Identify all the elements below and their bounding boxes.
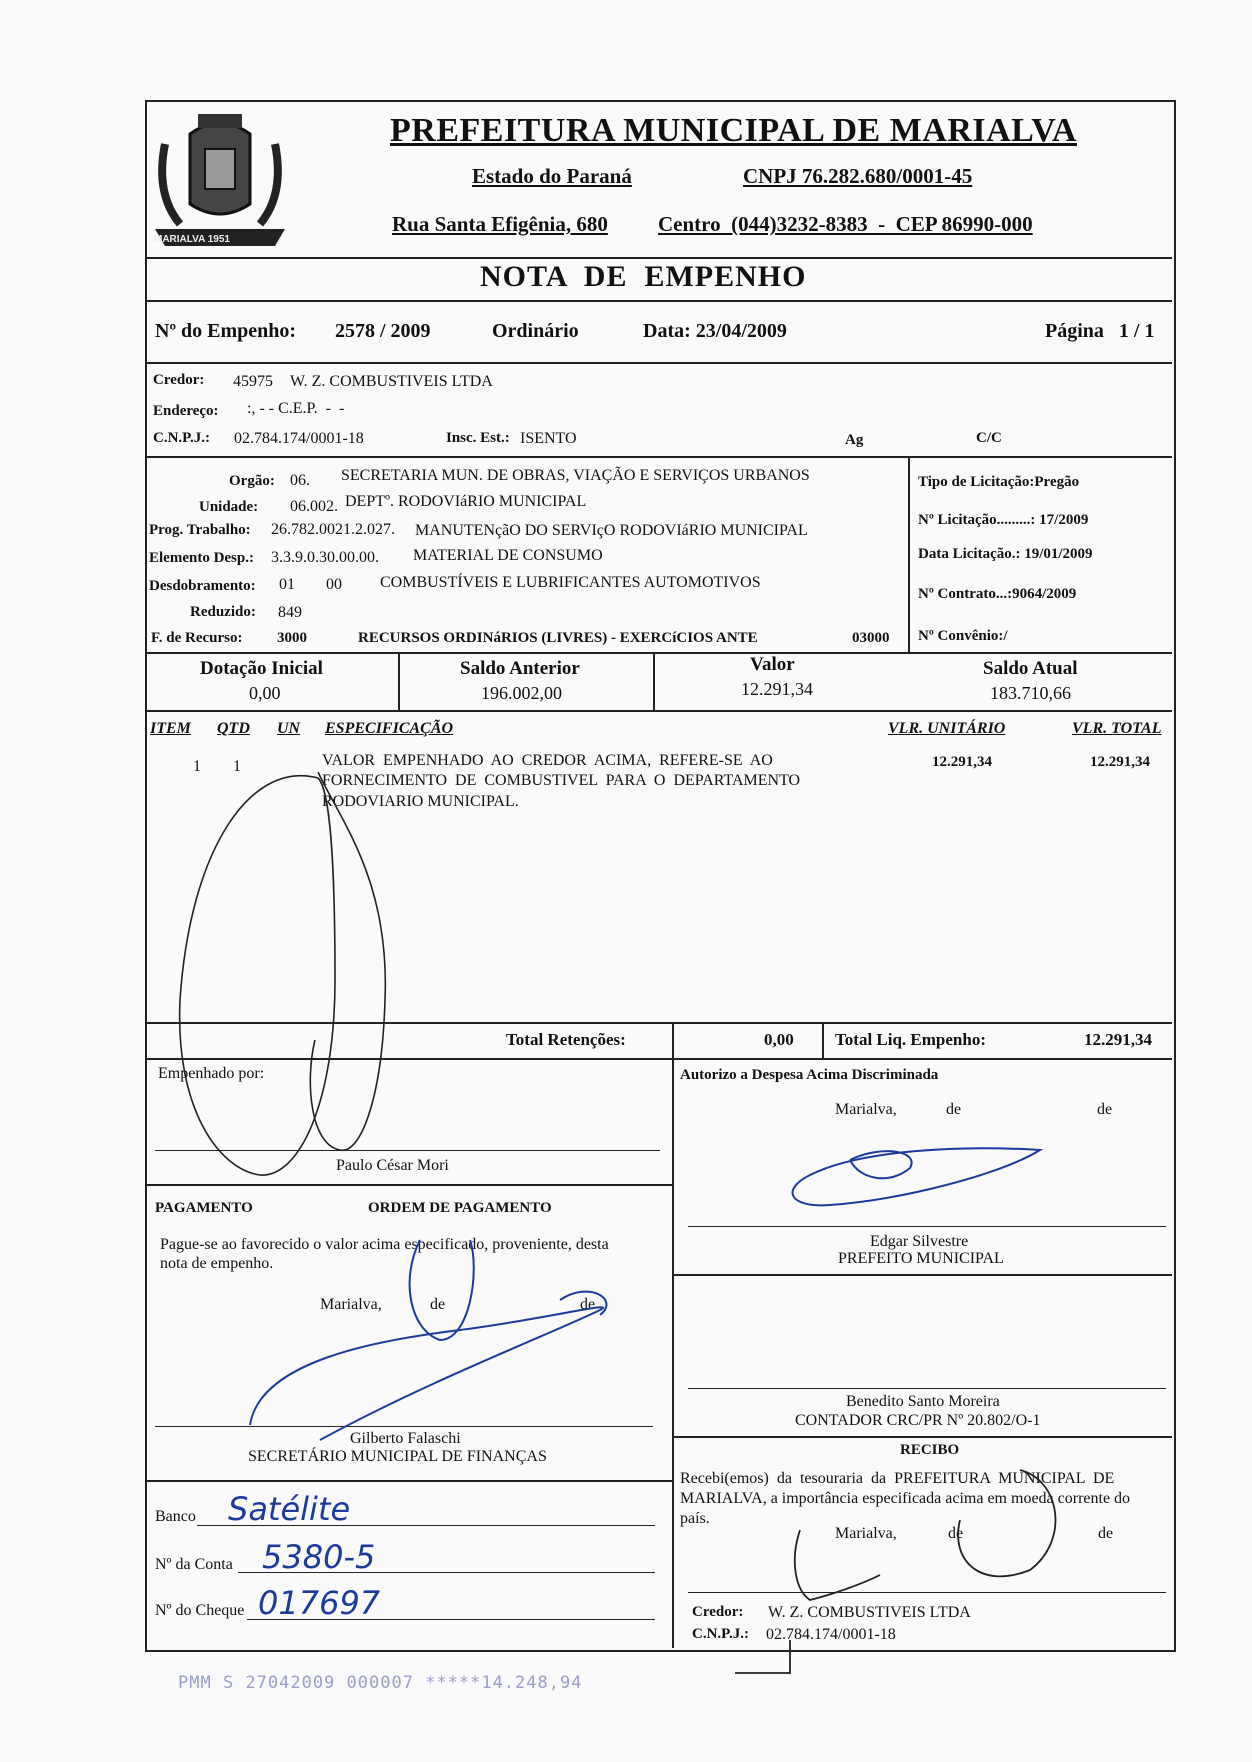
dotacao-value: 0,00 [249, 683, 281, 703]
unidade-desc: DEPTº. RODOVIáRIO MUNICIPAL [345, 493, 587, 510]
pagamento-name: Gilberto Falaschi [350, 1430, 461, 1447]
state-text: Estado do Paraná [472, 164, 632, 188]
item-desc-line3: RODOVIARIO MUNICIPAL. [322, 793, 519, 810]
item-number: 1 [193, 758, 201, 775]
pagamento-de2: de [580, 1296, 596, 1313]
reduzido-label: Reduzido: [190, 604, 256, 620]
dotacao-label: Dotação Inicial [200, 658, 323, 679]
col-vlr-total: VLR. TOTAL [1072, 720, 1162, 737]
col-vlr-unitario: VLR. UNITÁRIO [888, 720, 1006, 737]
bottom-stamp: PMM S 27042009 000007 *****14.248,94 [178, 1673, 583, 1693]
prog-desc: MANUTENçãO DO SERVIçO RODOVIáRIO MUNICIPAL [415, 522, 808, 539]
orgao-desc: SECRETARIA MUN. DE OBRAS, VIAÇÃO E SERVIÇOS URBANOS [341, 467, 810, 484]
item-desc-line1: VALOR EMPENHADO AO CREDOR ACIMA, REFERE-SE AO [322, 752, 773, 769]
recurso-code: 3000 [277, 630, 307, 646]
coat-of-arms-text: MARIALVA 1951 [154, 234, 230, 245]
conta-label: Nº da Conta [155, 1556, 233, 1573]
pagamento-text2: nota de empenho. [160, 1255, 274, 1272]
signature-stroke [410, 1240, 474, 1340]
reduzido-value: 849 [278, 604, 302, 621]
ag-label: Ag [845, 432, 864, 448]
item-unit-value: 12.291,34 [932, 754, 992, 770]
saldo-anterior-label: Saldo Anterior [460, 658, 580, 679]
recurso-desc: RECURSOS ORDINáRIOS (LIVRES) - EXERCíCIOS ANTE [358, 630, 758, 646]
recibo-text3: país. [680, 1510, 710, 1527]
conta-handwritten: 5380-5 [262, 1538, 376, 1576]
pagamento-de1: de [430, 1296, 446, 1313]
item-qtd: 1 [233, 758, 241, 775]
saldo-anterior-value: 196.002,00 [481, 683, 562, 703]
recibo-de1: de [948, 1525, 964, 1542]
licitacao-tipo: Tipo de Licitação:Pregão [918, 474, 1080, 490]
liq-value: 12.291,34 [1084, 1030, 1152, 1049]
item-desc-line2: FORNECIMENTO DE COMBUSTIVEL PARA O DEPARTAMENTO [322, 772, 801, 789]
empenho-date: Data: 23/04/2009 [643, 320, 787, 342]
desdobramento-label: Desdobramento: [149, 578, 256, 594]
empenhado-name: Paulo César Mori [336, 1157, 449, 1174]
desd-1: 01 [279, 576, 295, 593]
unidade-code: 06.002. [290, 498, 338, 515]
licitacao-data: Data Licitação.: 19/01/2009 [918, 546, 1093, 562]
banco-label: Banco [155, 1508, 196, 1525]
recibo-text2: MARIALVA, a importância especificada acima em moeda corrente do [680, 1490, 1131, 1507]
retencoes-label: Total Retenções: [506, 1030, 626, 1049]
autorizo-role: PREFEITO MUNICIPAL [838, 1250, 1004, 1267]
cc-label: C/C [976, 430, 1002, 446]
recurso-code-2: 03000 [852, 630, 890, 646]
signature-stroke [793, 1148, 1040, 1205]
empenho-number-label: Nº do Empenho: [155, 320, 297, 342]
saldo-atual-value: 183.710,66 [990, 683, 1071, 703]
signature-stroke [250, 1307, 603, 1440]
credor-code: 45975 [233, 373, 273, 390]
insc-label: Insc. Est.: [446, 430, 510, 446]
recibo-label: RECIBO [900, 1442, 960, 1458]
licitacao-convenio: Nº Convênio:/ [918, 628, 1008, 644]
empenhado-label: Empenhado por: [158, 1065, 265, 1082]
signature-stroke [795, 1530, 880, 1600]
banco-handwritten: Satélite [228, 1490, 351, 1528]
insc-value: ISENTO [520, 430, 577, 447]
valor-value: 12.291,34 [741, 679, 813, 699]
credor-label: Credor: [153, 372, 205, 388]
contador-role: CONTADOR CRC/PR Nº 20.802/O-1 [795, 1412, 1041, 1429]
desd-2: 00 [326, 576, 342, 593]
pagamento-label: PAGAMENTO [155, 1200, 253, 1216]
signature-stroke [180, 776, 335, 1175]
cheque-label: Nº do Cheque [155, 1602, 245, 1619]
unidade-label: Unidade: [199, 499, 259, 515]
desd-desc: COMBUSTÍVEIS E LUBRIFICANTES AUTOMOTIVOS [380, 574, 761, 591]
ordem-pagamento-label: ORDEM DE PAGAMENTO [368, 1200, 552, 1216]
recurso-label: F. de Recurso: [151, 630, 243, 646]
autorizo-label: Autorizo a Despesa Acima Discriminada [680, 1067, 939, 1083]
page-title: PREFEITURA MUNICIPAL DE MARIALVA [390, 112, 1077, 149]
col-item: ITEM [150, 720, 191, 737]
valor-label: Valor [750, 654, 795, 675]
recibo-cnpj-label: C.N.P.J.: [692, 1626, 749, 1642]
prog-code: 26.782.0021.2.027. [271, 521, 395, 538]
liq-label: Total Liq. Empenho: [835, 1030, 986, 1049]
address-label: Endereço: [153, 403, 219, 419]
elemento-label: Elemento Desp.: [149, 550, 254, 566]
cheque-handwritten: 017697 [258, 1584, 381, 1622]
recibo-credor-label: Credor: [692, 1604, 744, 1620]
recibo-city: Marialva, [835, 1525, 897, 1542]
orgao-code: 06. [290, 472, 310, 489]
recibo-credor: W. Z. COMBUSTIVEIS LTDA [768, 1604, 971, 1621]
saldo-atual-label: Saldo Atual [983, 658, 1078, 679]
item-total-value: 12.291,34 [1090, 754, 1150, 770]
recibo-cnpj: 02.784.174/0001-18 [766, 1626, 896, 1643]
recibo-text1: Recebi(emos) da tesouraria da PREFEITURA MUNICIPAL DE [680, 1470, 1115, 1487]
credor-cnpj: 02.784.174/0001-18 [234, 430, 364, 447]
pagamento-city: Marialva, [320, 1296, 382, 1313]
retencoes-value: 0,00 [764, 1030, 794, 1049]
pagamento-role: SECRETÁRIO MUNICIPAL DE FINANÇAS [248, 1448, 547, 1465]
prog-label: Prog. Trabalho: [149, 522, 251, 538]
contact-text: Centro (044)3232-8383 - CEP 86990-000 [658, 212, 1033, 236]
recibo-de2: de [1098, 1525, 1114, 1542]
autorizo-name: Edgar Silvestre [870, 1233, 969, 1250]
cnpj-header: CNPJ 76.282.680/0001-45 [743, 164, 973, 188]
empenho-number: 2578 / 2009 [335, 320, 431, 342]
credor-address: :, - - C.E.P. - - [247, 400, 345, 417]
orgao-label: Orgão: [229, 473, 275, 489]
licitacao-numero: Nº Licitação.........: 17/2009 [918, 512, 1089, 528]
autorizo-city: Marialva, [835, 1101, 897, 1118]
cnpj-label: C.N.P.J.: [153, 430, 210, 446]
signature-stroke [735, 1640, 790, 1673]
signature-stroke [958, 1470, 1055, 1576]
col-un: UN [277, 720, 301, 737]
page-number: Página 1 / 1 [1045, 320, 1155, 342]
autorizo-de1: de [946, 1101, 962, 1118]
signature-stroke [560, 1292, 606, 1315]
elemento-code: 3.3.9.0.30.00.00. [271, 549, 379, 566]
address-text: Rua Santa Efigênia, 680 [392, 212, 608, 236]
licitacao-contrato: Nº Contrato...:9064/2009 [918, 586, 1077, 602]
col-especificacao: ESPECIFICAÇÃO [325, 720, 454, 737]
empenho-type: Ordinário [492, 320, 579, 342]
autorizo-de2: de [1097, 1101, 1113, 1118]
elemento-desc: MATERIAL DE CONSUMO [413, 547, 603, 564]
pagamento-text1: Pague-se ao favorecido o valor acima especificado, proveniente, desta [160, 1236, 609, 1253]
document-title: NOTA DE EMPENHO [480, 260, 807, 293]
credor-name: W. Z. COMBUSTIVEIS LTDA [290, 373, 493, 390]
col-qtd: QTD [217, 720, 250, 737]
contador-name: Benedito Santo Moreira [846, 1393, 1000, 1410]
